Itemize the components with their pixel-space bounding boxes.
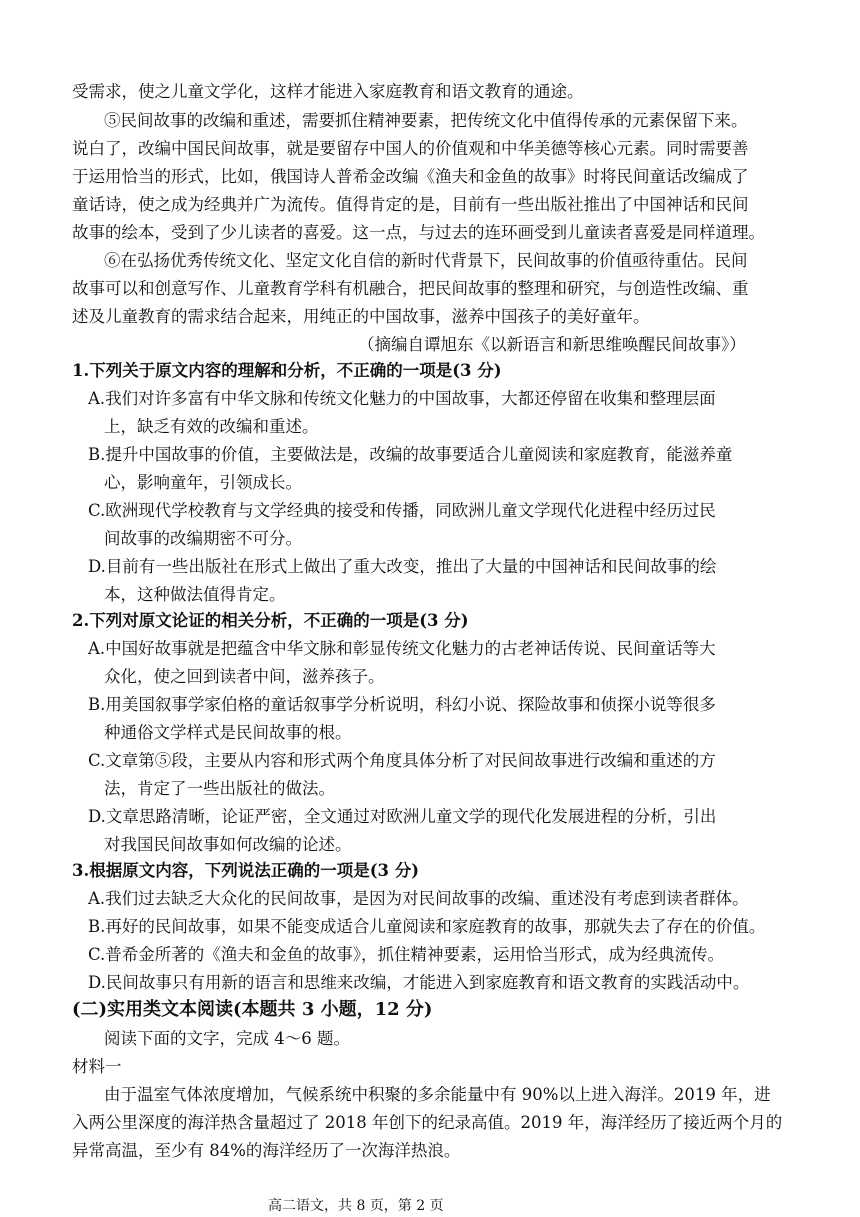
text-line: B.用美国叙事学家伯格的童话叙事学分析说明，科幻小说、探险故事和侦探小说等很多	[88, 695, 716, 714]
text-line: （摘编自谭旭东《以新语言和新思维唤醒民间故事》）	[358, 335, 746, 354]
question-stem: 2.下列对原文论证的相关分析，不正确的一项是(3 分)	[72, 611, 469, 630]
text-line: D.目前有一些出版社在形式上做出了重大改变，推出了大量的中国神话和民间故事的绘	[88, 557, 717, 576]
text-line: 由于温室气体浓度增加，气候系统中积聚的多余能量中有 90%以上进入海洋。2019 年，进	[104, 1085, 771, 1104]
text-line: 异常高温，至少有 84%的海洋经历了一次海洋热浪。	[72, 1141, 461, 1160]
text-line: 受需求，使之儿童文学化，这样才能进入家庭教育和语文教育的通途。	[72, 82, 584, 101]
text-line: 对我国民间故事如何改编的论述。	[104, 835, 352, 854]
text-line: B.再好的民间故事，如果不能变成适合儿童阅读和家庭教育的故事，那就失去了存在的价值。	[88, 917, 766, 936]
text-line: 众化，使之回到读者中间，滋养孩子。	[104, 667, 385, 686]
text-line: 说白了，改编中国民间故事，就是要留存中国人的价值观和中华美德等核心元素。同时需要善	[72, 139, 749, 158]
text-line: 童话诗，使之成为经典并广为流传。值得肯定的是，目前有一些出版社推出了中国神话和民间	[72, 195, 749, 214]
text-line: B.提升中国故事的价值，主要做法是，改编的故事要适合儿童阅读和家庭教育，能滋养童	[88, 445, 733, 464]
text-line: 入两公里深度的海洋热含量超过了 2018 年创下的纪录高值。2019 年，海洋经历了接近两个月的	[72, 1113, 783, 1132]
text-line: C.普希金所著的《渔夫和金鱼的故事》，抓住精神要素，运用恰当形式，成为经典流传。	[88, 945, 725, 964]
text-line: 本，这种做法值得肯定。	[104, 585, 286, 604]
text-line: D.文章思路清晰，论证严密，全文通过对欧洲儿童文学的现代化发展进程的分析，引出	[88, 807, 717, 826]
question-stem: 3.根据原文内容，下列说法正确的一项是(3 分)	[72, 861, 420, 880]
text-line: 上，缺乏有效的改编和重述。	[104, 417, 319, 436]
text-line: C.欧洲现代学校教育与文学经典的接受和传播，同欧洲儿童文学现代化进程中经历过民	[88, 501, 716, 520]
text-line: ⑤民间故事的改编和重述，需要抓住精神要素，把传统文化中值得传承的元素保留下来。	[104, 111, 748, 130]
section-heading: (二)实用类文本阅读(本题共 3 小题，12 分)	[72, 999, 433, 1020]
text-line: 材料一	[72, 1057, 122, 1076]
page-footer: 高二语文，共 8 页，第 2 页	[268, 1198, 444, 1214]
text-line: 法，肯定了一些出版社的做法。	[104, 779, 335, 798]
text-line: A.我们过去缺乏大众化的民间故事，是因为对民间故事的改编、重述没有考虑到读者群体。	[88, 889, 749, 908]
text-line: 间故事的改编期密不可分。	[104, 529, 302, 548]
text-line: A.中国好故事就是把蕴含中华文脉和彰显传统文化魅力的古老神话传说、民间童话等大	[88, 639, 716, 658]
text-line: 故事的绘本，受到了少儿读者的喜爱。这一点，与过去的连环画受到儿童读者喜爱是同样道理。	[72, 223, 765, 242]
text-line: 故事可以和创意写作、儿童教育学科有机融合，把民间故事的整理和研究，与创造性改编、重	[72, 279, 749, 298]
text-line: 于运用恰当的形式，比如，俄国诗人普希金改编《渔夫和金鱼的故事》时将民间童话改编成了	[72, 167, 749, 186]
text-line: 种通俗文学样式是民间故事的根。	[104, 723, 352, 742]
text-line: ⑥在弘扬优秀传统文化、坚定文化自信的新时代背景下，民间故事的价值亟待重估。民间	[104, 251, 748, 270]
text-line: A.我们对许多富有中华文脉和传统文化魅力的中国故事，大都还停留在收集和整理层面	[88, 389, 716, 408]
text-line: 阅读下面的文字，完成 4～6 题。	[104, 1029, 350, 1048]
text-line: 述及儿童教育的需求结合起来，用纯正的中国故事，滋养中国孩子的美好童年。	[72, 307, 650, 326]
text-line: D.民间故事只有用新的语言和思维来改编，才能进入到家庭教育和语文教育的实践活动中。	[88, 973, 750, 992]
text-line: C.文章第⑤段，主要从内容和形式两个角度具体分析了对民间故事进行改编和重述的方	[88, 751, 716, 770]
text-line: 心，影响童年，引领成长。	[104, 473, 302, 492]
question-stem: 1.下列关于原文内容的理解和分析，不正确的一项是(3 分)	[72, 361, 502, 380]
